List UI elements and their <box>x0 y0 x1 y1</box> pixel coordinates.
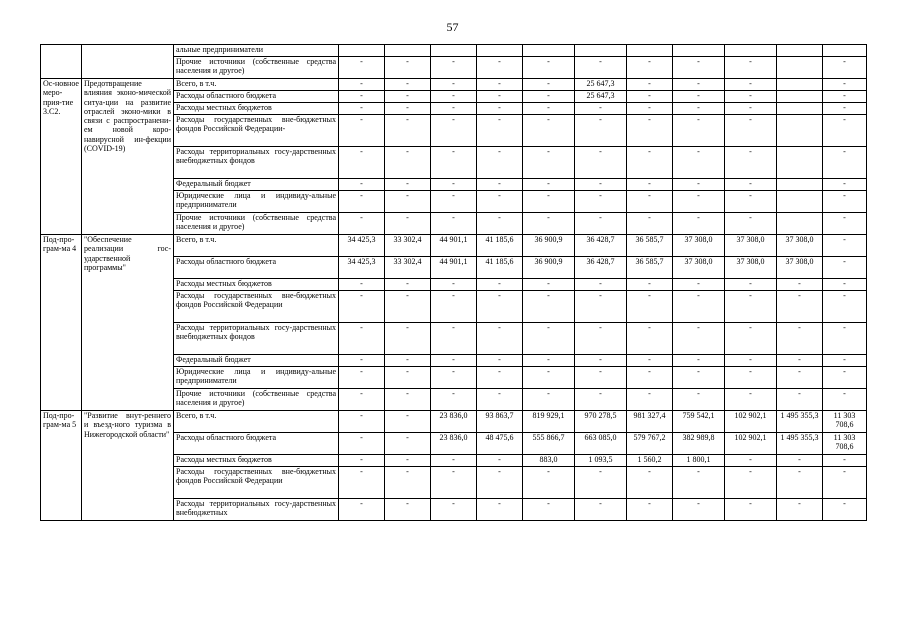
amount-cell: 36 585,7 <box>627 235 673 257</box>
funding-source-label: Федеральный бюджет <box>174 355 339 367</box>
amount-cell: - <box>431 389 477 411</box>
amount-cell: - <box>385 57 431 79</box>
amount-cell: - <box>673 147 725 179</box>
amount-cell <box>627 45 673 57</box>
amount-cell: - <box>339 467 385 499</box>
amount-cell: - <box>673 213 725 235</box>
amount-cell: 37 308,0 <box>777 257 823 279</box>
amount-cell: - <box>575 367 627 389</box>
section-code-cell: Под-про-грам-ма 4 <box>41 235 82 411</box>
amount-cell: - <box>673 279 725 291</box>
amount-cell: - <box>385 367 431 389</box>
amount-cell: - <box>385 433 431 455</box>
amount-cell: - <box>823 147 867 179</box>
funding-source-label: Прочие источники (собственные средства населения и другое) <box>174 57 339 79</box>
amount-cell: - <box>477 191 523 213</box>
amount-cell: - <box>477 179 523 191</box>
amount-cell: - <box>673 291 725 323</box>
amount-cell <box>777 179 823 191</box>
amount-cell: 34 425,3 <box>339 257 385 279</box>
amount-cell: - <box>725 279 777 291</box>
amount-cell: - <box>575 147 627 179</box>
amount-cell: 93 863,7 <box>477 411 523 433</box>
amount-cell: - <box>627 115 673 147</box>
amount-cell: - <box>523 115 575 147</box>
funding-source-label: Расходы местных бюджетов <box>174 455 339 467</box>
amount-cell: - <box>523 355 575 367</box>
amount-cell: - <box>523 79 575 91</box>
amount-cell: - <box>339 291 385 323</box>
amount-cell: - <box>627 367 673 389</box>
funding-source-label: Прочие источники (собственные средства населения и другое) <box>174 213 339 235</box>
amount-cell: - <box>385 279 431 291</box>
amount-cell <box>777 91 823 103</box>
amount-cell: - <box>523 179 575 191</box>
amount-cell: - <box>339 323 385 355</box>
amount-cell: - <box>823 355 867 367</box>
amount-cell: - <box>823 115 867 147</box>
amount-cell: - <box>725 91 777 103</box>
amount-cell: - <box>523 103 575 115</box>
amount-cell: 11 303 708,6 <box>823 433 867 455</box>
amount-cell: - <box>627 79 673 91</box>
amount-cell: 1 560,2 <box>627 455 673 467</box>
amount-cell: - <box>431 367 477 389</box>
amount-cell: 41 185,6 <box>477 257 523 279</box>
amount-cell: - <box>477 279 523 291</box>
amount-cell: - <box>575 467 627 499</box>
amount-cell: - <box>673 467 725 499</box>
amount-cell: - <box>431 355 477 367</box>
amount-cell: - <box>823 257 867 279</box>
amount-cell: 579 767,2 <box>627 433 673 455</box>
table-row <box>41 235 867 257</box>
amount-cell: - <box>523 367 575 389</box>
amount-cell: - <box>385 91 431 103</box>
amount-cell: - <box>431 455 477 467</box>
amount-cell: 37 308,0 <box>725 235 777 257</box>
amount-cell: 25 647,3 <box>575 79 627 91</box>
amount-cell: - <box>823 455 867 467</box>
amount-cell: - <box>523 191 575 213</box>
amount-cell: 11 303 708,6 <box>823 411 867 433</box>
amount-cell: - <box>627 323 673 355</box>
amount-cell: - <box>575 389 627 411</box>
amount-cell: - <box>523 389 575 411</box>
amount-cell: 36 585,7 <box>627 257 673 279</box>
funding-source-label: Расходы областного бюджета <box>174 433 339 455</box>
amount-cell: - <box>431 499 477 521</box>
amount-cell: - <box>431 213 477 235</box>
amount-cell <box>777 147 823 179</box>
amount-cell: - <box>725 499 777 521</box>
amount-cell: - <box>339 355 385 367</box>
amount-cell: - <box>673 499 725 521</box>
amount-cell <box>823 45 867 57</box>
amount-cell: - <box>575 291 627 323</box>
amount-cell: - <box>385 323 431 355</box>
amount-cell: - <box>823 367 867 389</box>
amount-cell: - <box>627 179 673 191</box>
amount-cell: - <box>523 291 575 323</box>
amount-cell: - <box>777 455 823 467</box>
amount-cell: - <box>673 367 725 389</box>
amount-cell: - <box>725 291 777 323</box>
amount-cell: - <box>523 91 575 103</box>
amount-cell: - <box>339 179 385 191</box>
funding-source-label: Федеральный бюджет <box>174 179 339 191</box>
amount-cell: - <box>339 367 385 389</box>
amount-cell: - <box>777 499 823 521</box>
amount-cell: - <box>385 147 431 179</box>
funding-source-label: Расходы территориальных госу-дарственных внебюджетных фондов <box>174 147 339 179</box>
section-title-cell: Предотвращение влияния эконо-мической ситуа-ции на развитие отраслей эконо-мики в связи с распространени-ем новой коро-навирусной ин-фекции (COVID-19) <box>82 79 174 235</box>
amount-cell: - <box>575 191 627 213</box>
amount-cell: - <box>477 323 523 355</box>
amount-cell: - <box>477 57 523 79</box>
amount-cell: - <box>431 467 477 499</box>
amount-cell: 1 495 355,3 <box>777 411 823 433</box>
amount-cell: - <box>339 191 385 213</box>
amount-cell: - <box>823 57 867 79</box>
amount-cell: - <box>627 57 673 79</box>
amount-cell: 23 836,0 <box>431 411 477 433</box>
amount-cell: - <box>673 355 725 367</box>
section-code-cell: Ос-новное меро-прия-тие 3.С2. <box>41 79 82 235</box>
amount-cell <box>777 57 823 79</box>
amount-cell: - <box>431 91 477 103</box>
amount-cell <box>777 213 823 235</box>
amount-cell: - <box>523 57 575 79</box>
amount-cell: - <box>725 367 777 389</box>
amount-cell <box>339 45 385 57</box>
amount-cell: - <box>725 191 777 213</box>
amount-cell: 37 308,0 <box>673 257 725 279</box>
amount-cell: - <box>673 179 725 191</box>
amount-cell: 41 185,6 <box>477 235 523 257</box>
amount-cell: - <box>823 389 867 411</box>
amount-cell: - <box>823 91 867 103</box>
amount-cell: - <box>823 467 867 499</box>
table-row <box>41 411 867 433</box>
amount-cell: - <box>777 291 823 323</box>
amount-cell: - <box>477 115 523 147</box>
amount-cell: - <box>477 499 523 521</box>
funding-source-label: Расходы территориальных госу-дарственных внебюджетных фондов <box>174 323 339 355</box>
amount-cell: - <box>339 279 385 291</box>
amount-cell: - <box>339 389 385 411</box>
amount-cell: - <box>627 291 673 323</box>
amount-cell: - <box>431 115 477 147</box>
amount-cell: - <box>725 79 777 91</box>
amount-cell: - <box>823 279 867 291</box>
amount-cell: - <box>575 499 627 521</box>
amount-cell: - <box>823 291 867 323</box>
amount-cell: - <box>575 103 627 115</box>
amount-cell: - <box>673 57 725 79</box>
amount-cell: - <box>777 323 823 355</box>
amount-cell: - <box>385 179 431 191</box>
amount-cell: - <box>627 213 673 235</box>
amount-cell: - <box>477 291 523 323</box>
amount-cell <box>575 45 627 57</box>
amount-cell: 981 327,4 <box>627 411 673 433</box>
amount-cell: 663 085,0 <box>575 433 627 455</box>
funding-source-label: Расходы государственных вне-бюджетных фондов Российской Федерации <box>174 291 339 323</box>
amount-cell <box>777 103 823 115</box>
amount-cell: - <box>627 103 673 115</box>
amount-cell: - <box>523 147 575 179</box>
amount-cell: - <box>823 79 867 91</box>
amount-cell: - <box>823 323 867 355</box>
funding-source-label: Расходы местных бюджетов <box>174 103 339 115</box>
amount-cell: - <box>339 213 385 235</box>
funding-source-label: альные предприниматели <box>174 45 339 57</box>
amount-cell: - <box>673 103 725 115</box>
amount-cell <box>777 191 823 213</box>
funding-source-label: Всего, в т.ч. <box>174 411 339 433</box>
amount-cell: - <box>725 355 777 367</box>
amount-cell: - <box>725 57 777 79</box>
amount-cell: - <box>523 323 575 355</box>
amount-cell: - <box>339 115 385 147</box>
amount-cell: - <box>575 355 627 367</box>
amount-cell: - <box>431 79 477 91</box>
amount-cell: - <box>523 499 575 521</box>
amount-cell: 883,0 <box>523 455 575 467</box>
page-number: 57 <box>446 20 459 34</box>
amount-cell: - <box>777 279 823 291</box>
amount-cell: 819 929,1 <box>523 411 575 433</box>
amount-cell: - <box>575 179 627 191</box>
amount-cell: 37 308,0 <box>673 235 725 257</box>
amount-cell <box>777 79 823 91</box>
amount-cell: - <box>385 499 431 521</box>
amount-cell: - <box>575 115 627 147</box>
amount-cell: - <box>385 389 431 411</box>
amount-cell: - <box>575 57 627 79</box>
amount-cell: - <box>673 91 725 103</box>
amount-cell: - <box>385 455 431 467</box>
amount-cell: 33 302,4 <box>385 257 431 279</box>
amount-cell: - <box>431 103 477 115</box>
amount-cell: - <box>477 147 523 179</box>
funding-source-label: Всего, в т.ч. <box>174 79 339 91</box>
section-title-cell <box>82 45 174 79</box>
amount-cell: 1 800,1 <box>673 455 725 467</box>
amount-cell: - <box>777 389 823 411</box>
amount-cell <box>673 45 725 57</box>
funding-source-label: Прочие источники (собственные средства населения и другое) <box>174 389 339 411</box>
amount-cell: - <box>523 279 575 291</box>
amount-cell: - <box>523 467 575 499</box>
amount-cell: - <box>627 191 673 213</box>
amount-cell: - <box>777 355 823 367</box>
amount-cell: - <box>385 115 431 147</box>
table-row <box>41 79 867 91</box>
amount-cell: - <box>673 389 725 411</box>
amount-cell: - <box>725 179 777 191</box>
amount-cell: 1 093,5 <box>575 455 627 467</box>
amount-cell: - <box>725 213 777 235</box>
amount-cell: - <box>385 291 431 323</box>
amount-cell: - <box>477 389 523 411</box>
amount-cell: 36 428,7 <box>575 257 627 279</box>
amount-cell: - <box>725 455 777 467</box>
amount-cell: - <box>627 499 673 521</box>
amount-cell <box>477 45 523 57</box>
amount-cell: - <box>385 467 431 499</box>
amount-cell: - <box>575 323 627 355</box>
amount-cell: - <box>823 235 867 257</box>
amount-cell: - <box>725 323 777 355</box>
funding-source-label: Расходы государственных вне-бюджетных фондов Российской Федерации <box>174 467 339 499</box>
amount-cell: - <box>627 147 673 179</box>
funding-source-label: Юридические лица и индивиду-альные предприниматели <box>174 191 339 213</box>
amount-cell: - <box>823 103 867 115</box>
amount-cell: - <box>777 467 823 499</box>
amount-cell: - <box>339 455 385 467</box>
amount-cell: - <box>575 213 627 235</box>
funding-source-label: Расходы областного бюджета <box>174 91 339 103</box>
funding-source-label: Расходы местных бюджетов <box>174 279 339 291</box>
amount-cell: 382 989,8 <box>673 433 725 455</box>
amount-cell: - <box>627 389 673 411</box>
amount-cell: - <box>477 103 523 115</box>
amount-cell: - <box>673 115 725 147</box>
amount-cell: - <box>627 91 673 103</box>
amount-cell: - <box>431 279 477 291</box>
amount-cell: 759 542,1 <box>673 411 725 433</box>
amount-cell: - <box>823 499 867 521</box>
amount-cell: - <box>477 213 523 235</box>
amount-cell <box>431 45 477 57</box>
funding-source-label: Всего, в т.ч. <box>174 235 339 257</box>
amount-cell: 36 900,9 <box>523 257 575 279</box>
amount-cell: - <box>385 79 431 91</box>
amount-cell: 102 902,1 <box>725 411 777 433</box>
amount-cell: - <box>339 91 385 103</box>
amount-cell: - <box>477 367 523 389</box>
amount-cell: - <box>385 411 431 433</box>
section-code-cell: Под-про-грам-ма 5 <box>41 411 82 521</box>
amount-cell: - <box>673 323 725 355</box>
table-row <box>41 45 867 57</box>
funding-source-label: Расходы областного бюджета <box>174 257 339 279</box>
amount-cell: - <box>725 467 777 499</box>
amount-cell: - <box>575 279 627 291</box>
amount-cell: - <box>339 79 385 91</box>
amount-cell: - <box>673 191 725 213</box>
amount-cell: 37 308,0 <box>725 257 777 279</box>
amount-cell: - <box>673 79 725 91</box>
amount-cell: - <box>385 213 431 235</box>
amount-cell: 48 475,6 <box>477 433 523 455</box>
funding-source-label: Расходы государственных вне-бюджетных фондов Российской Федерации- <box>174 115 339 147</box>
amount-cell: 34 425,3 <box>339 235 385 257</box>
amount-cell: 102 902,1 <box>725 433 777 455</box>
amount-cell <box>385 45 431 57</box>
amount-cell: - <box>725 115 777 147</box>
amount-cell: - <box>385 355 431 367</box>
section-title-cell: "Развитие внут-реннего и въезд-ного туризма в Нижегородской области" <box>82 411 174 521</box>
amount-cell <box>725 45 777 57</box>
amount-cell: - <box>385 191 431 213</box>
funding-source-label: Юридические лица и индивиду-альные предприниматели <box>174 367 339 389</box>
amount-cell: - <box>339 103 385 115</box>
budget-table <box>40 44 867 521</box>
amount-cell: - <box>725 147 777 179</box>
amount-cell: 36 900,9 <box>523 235 575 257</box>
section-title-cell: "Обеспечение реализации гос-ударственной программы" <box>82 235 174 411</box>
amount-cell: - <box>431 191 477 213</box>
amount-cell: - <box>627 279 673 291</box>
amount-cell: - <box>385 103 431 115</box>
amount-cell: - <box>339 411 385 433</box>
amount-cell: 555 866,7 <box>523 433 575 455</box>
amount-cell: - <box>339 147 385 179</box>
amount-cell: - <box>339 499 385 521</box>
amount-cell: 970 278,5 <box>575 411 627 433</box>
amount-cell: 33 302,4 <box>385 235 431 257</box>
amount-cell: - <box>431 147 477 179</box>
amount-cell: - <box>823 213 867 235</box>
funding-source-label: Расходы территориальных госу-дарственных внебюджетных <box>174 499 339 521</box>
amount-cell <box>777 115 823 147</box>
amount-cell: - <box>477 355 523 367</box>
section-code-cell <box>41 45 82 79</box>
amount-cell: - <box>823 191 867 213</box>
amount-cell: - <box>339 57 385 79</box>
amount-cell <box>777 45 823 57</box>
amount-cell: - <box>477 467 523 499</box>
amount-cell: 25 647,3 <box>575 91 627 103</box>
amount-cell: 23 836,0 <box>431 433 477 455</box>
amount-cell: - <box>431 179 477 191</box>
amount-cell: 36 428,7 <box>575 235 627 257</box>
amount-cell: - <box>725 389 777 411</box>
amount-cell: - <box>823 179 867 191</box>
amount-cell: 37 308,0 <box>777 235 823 257</box>
amount-cell: - <box>477 79 523 91</box>
amount-cell: - <box>431 57 477 79</box>
amount-cell: - <box>339 433 385 455</box>
amount-cell: - <box>523 213 575 235</box>
amount-cell: - <box>627 355 673 367</box>
amount-cell: - <box>431 323 477 355</box>
amount-cell: - <box>431 291 477 323</box>
amount-cell: - <box>725 103 777 115</box>
amount-cell: - <box>777 367 823 389</box>
amount-cell: 44 901,1 <box>431 235 477 257</box>
amount-cell <box>523 45 575 57</box>
amount-cell: - <box>627 467 673 499</box>
amount-cell: - <box>477 455 523 467</box>
amount-cell: 1 495 355,3 <box>777 433 823 455</box>
amount-cell: 44 901,1 <box>431 257 477 279</box>
amount-cell: - <box>477 91 523 103</box>
